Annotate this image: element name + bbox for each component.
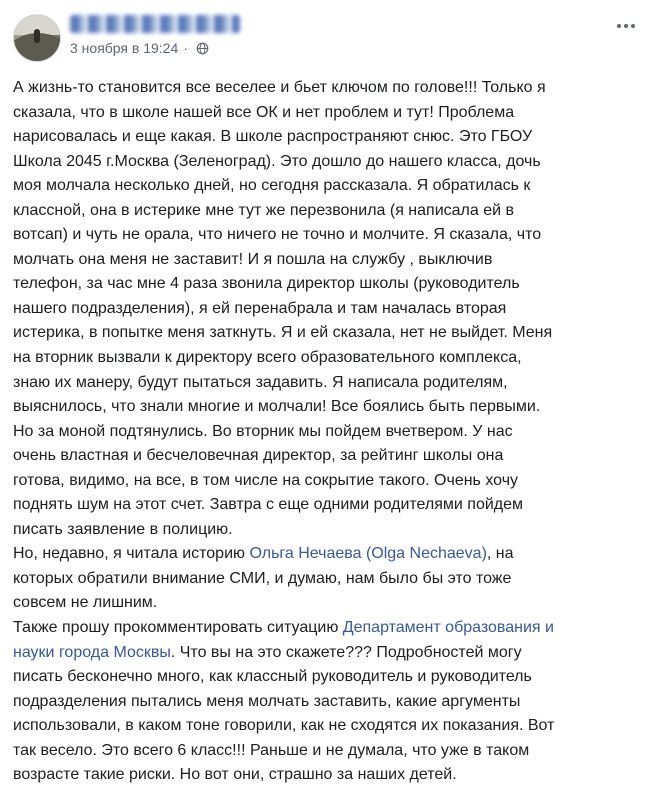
post-text-segment: моя молчала несколько дней, но сегодня рассказала. Я обратилась к — [13, 177, 531, 195]
post-text-segment: возрасте такие риски. Но вот они, страшно за наших детей. — [13, 766, 457, 784]
post-text-segment: которых обратили внимание СМИ, и думаю, нам было бы это тоже — [13, 569, 512, 587]
post-text-line — [13, 469, 638, 494]
post-text-line — [13, 272, 638, 297]
post-text-line — [13, 591, 638, 616]
post-text-line — [13, 321, 638, 346]
post-text-line — [13, 395, 638, 420]
post-text-segment: писать заявление в полицию. — [13, 520, 233, 538]
post-text-segment: Также прошу прокомментировать ситуацию — [13, 619, 343, 637]
mention-link[interactable]: Ольга Нечаева (Olga Nechaeva) — [249, 545, 487, 563]
post-text-segment: использовали, в каком тоне говорили, как не сходятся их показания. Вот — [13, 717, 555, 735]
post-text-segment: на вторник вызвали к директору всего образовательного комплекса, — [13, 349, 522, 367]
post-text-line — [13, 739, 638, 764]
post-text-segment: совсем не лишним. — [13, 594, 158, 612]
post-text-segment: сказала, что в школе нашей все ОК и нет проблем и тут! Проблема — [13, 103, 515, 121]
post-text-line — [13, 199, 638, 224]
post-text-line — [13, 150, 638, 175]
post-text-segment: молчать она меня не заставит! И я пошла на службу , выключив — [13, 250, 493, 268]
post-text-segment: поднять шум на этот счет. Завтра с еще одними родителями пойдем — [13, 496, 524, 514]
post-text-line — [13, 567, 638, 592]
post-text-segment: подразделения пытались меня молчать заставить, какие аргументы — [13, 692, 521, 710]
post-timestamp[interactable]: 3 ноября в 19:24 — [70, 40, 179, 56]
post-text-line — [13, 297, 638, 322]
post-text-line — [13, 665, 638, 690]
post-text-line — [13, 444, 638, 469]
post-text-segment: выяснилось, что знали многие и молчали! Все боялись быть первыми. — [13, 398, 541, 416]
post-text-segment: Школа 2045 г.Москва (Зеленоград). Это дошло до нашего класса, дочь — [13, 152, 541, 170]
post-text — [13, 76, 638, 788]
post-text-line — [13, 690, 638, 715]
post-text-line — [13, 125, 638, 150]
post-text-line — [13, 420, 638, 445]
post-text-segment: , на — [486, 545, 514, 563]
post-text-segment: А жизнь-то становится все веселее и бьет ключом по голове!!! Только я — [13, 79, 546, 96]
mention-link[interactable]: науки города Москвы — [13, 643, 171, 661]
avatar[interactable] — [13, 14, 61, 62]
post-text-line — [13, 371, 638, 396]
post-meta — [70, 40, 209, 56]
mention-link[interactable]: Департамент образования и — [342, 619, 554, 637]
post-text-line — [13, 518, 638, 543]
post-text-line — [13, 101, 638, 126]
post-text-line — [13, 223, 638, 248]
post-text-line — [13, 346, 638, 371]
author-name-blurred[interactable] — [70, 15, 240, 33]
post-text-segment: истерика, в попытке меня заткнуть. Я и ей сказала, нет не выйдет. Меня — [13, 324, 553, 342]
post-text-segment: очень властная и бесчеловечная директор, за рейтинг школы она — [13, 447, 504, 465]
more-options-icon[interactable] — [616, 16, 636, 36]
post-text-line — [13, 248, 638, 273]
post-text-line — [13, 76, 638, 101]
post-text-segment: классной, она в истерике мне тут же перезвонила (я написала ей в — [13, 201, 514, 219]
post-text-segment: Но за моной подтянулись. Во вторник мы пойдем вчетвером. У нас — [13, 422, 513, 440]
post-text-segment: готова, видимо, на все, в том числе на сокрытие такого. Очень хочу — [13, 471, 519, 489]
post-text-segment: нашего подразделения), я ей перенабрала и там началась вторая — [13, 299, 507, 317]
post-text-segment: знаю их манеру, будут пытаться задавить. Я написала родителям, — [13, 373, 508, 391]
post-text-line — [13, 641, 638, 666]
post-text-segment: . Что вы на это скажете??? Подробностей могу — [170, 643, 522, 661]
post-text-line — [13, 714, 638, 739]
globe-icon[interactable] — [196, 42, 209, 55]
post-text-segment: писать бесконечно много, как классный руководитель и руководитель — [13, 668, 532, 686]
post-text-segment: нарисовалась и еще какая. В школе распространяют снюс. Это ГБОУ — [13, 128, 533, 146]
post-text-line — [13, 616, 638, 641]
meta-separator: · — [183, 40, 188, 56]
post-text-segment: телефон, за час мне 4 раза звонила директор школы (руководитель — [13, 275, 520, 293]
post-text-segment: вотсап) и чуть не орала, что ничего не точно и молчите. Я сказала, что — [13, 226, 542, 244]
post-text-segment: Но, недавно, я читала историю — [13, 545, 250, 563]
post-text-segment: так весело. Это всего 6 класс!!! Раньше и не думала, что уже в таком — [13, 741, 530, 759]
post-text-line — [13, 542, 638, 567]
post-text-line — [13, 763, 638, 788]
post-header — [0, 0, 650, 70]
post-text-line — [13, 174, 638, 199]
post-text-line — [13, 493, 638, 518]
